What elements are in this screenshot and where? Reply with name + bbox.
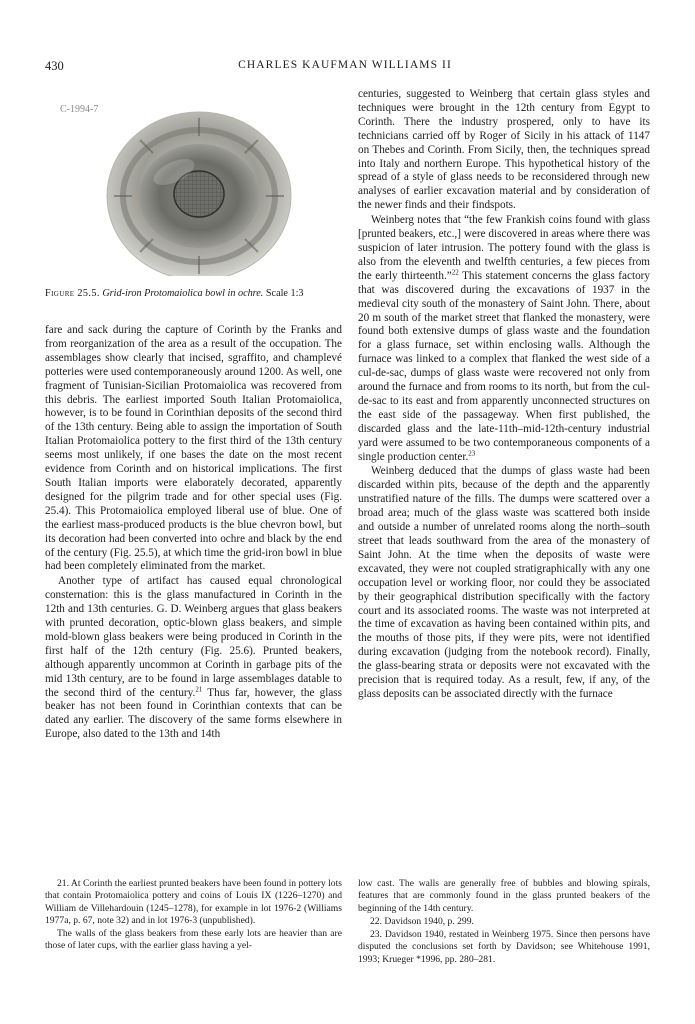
footnote-22: 22. Davidson 1940, p. 299. [370,915,474,927]
footnotes-right [358,878,650,967]
footnote-ref-23[interactable]: 23 [468,448,476,457]
left-paragraph-2 [45,575,342,742]
right-paragraph-3: Weinberg deduced that the dumps of glass waste had been discarded within pits, because of the depth and the apparently unstratified nature of the fills. The dumps were scattered over a broad area; much of the glass waste was scattered both inside and outside a number of unrelated rooms along the north–south street that leads southward from the area of the monastery of Saint John. At the time when the deposits of waste were excavated, they were not coupled stratigraphically with any one occupation level or working floor, nor could they be associated by their geographical distribution specifically with the factory court and its associated rooms. The waste was not interpreted at the time of excavation as having been contained within pits, and the mouths of those pits, if they were pits, were not identified during excavation (judging from the notebook record). Finally, the glass-bearing strata or deposits were not excavated with the precision that is required today. As a result, few, if any, of the glass deposits can be associated directly with the furnace [358,465,650,700]
footnote-21-continued: The walls of the glass beakers from these early lots are heavier than are those of later cups, with the earlier glass having a yel- [45,928,342,952]
figure-bowl-photo [52,96,332,276]
figure-inventory-label: C-1994-7 [60,104,99,115]
footnote-23: 23. Davidson 1940, restated in Weinberg 1975. Since then persons have disputed the conclusions set forth by Davidson; see Whitehouse 1991, 1993; Krueger *1996, pp. 280–281. [358,929,650,965]
footnotes-left [45,878,342,954]
footnote-21-continued-2: low cast. The walls are generally free of bubbles and blowing spirals, features that are commonly found in the glass prunted beakers of the beginning of the 14th century. [358,878,650,914]
figure-caption-title: Grid-iron Protomaiolica bowl in ochre. [102,288,264,299]
figure-caption-label: Figure 25.5. [45,288,100,299]
right-paragraph-2-text-b: This statement concerns the glass factory that was discovered during the excavations of 1937 in the medieval city south of the monastery of Saint John. There, about 20 m south of the market street that flanked the monastery, were found both extensive dumps of glass waste and the foundation for a glass furnace, set within enclosing walls. Although the furnace was linked to a complex that flanked the west side of a cul-de-sac, dumps of glass waste were recovered not only from around the furnace and from rooms to its north, but from the cul-de-sac to its east and from apparently unconnected structures on the east side of the passageway. When first published, the discarded glass and the late-11th–mid-12th-century industrial yard were assumed to be two contemporaneous components of a single production center. [358,269,650,463]
footnote-21: 21. At Corinth the earliest prunted beakers have been found in pottery lots that contain Protomaiolica pottery and coins of Louis IX (1226–1270) and William de Villehardouin (1245–1278), for example in lot 1976-2 (Williams 1977a, p. 67, note 32) and in lot 1976-3 (unpublished). [45,878,342,926]
page-number: 430 [45,59,64,73]
page-header [45,59,645,77]
left-paragraph-2-text-b: Thus far, however, the glass beaker has not been found in Corinthian contexts that can be dated any earlier. The discovery of the same forms elsewhere in Europe, also dated to the 13th and 14th [45,686,342,741]
footnote-ref-21[interactable]: 21 [195,684,203,693]
left-paragraph-2-text-a: Another type of artifact has caused equal chronological consternation: this is the glass manufactured in Corinth in the 12th and 13th centuries. G. D. Weinberg argues that glass beakers with prunted decoration, optic-blown glass beakers, and simple mold-blown glass beakers were being produced in Corinth in the first half of the 12th century (Fig. 25.6). Prunted beakers, although apparently uncommon at Corinth in garbage pits of the mid 13th century, are to be found in large assemblages datable to the second third of the century. [45,575,342,699]
right-paragraph-1: centuries, suggested to Weinberg that certain glass styles and techniques were brought in the 12th century from Egypt to Corinth. There the industry prospered, only to have its technicians carried off by Roger of Sicily in his attack of 1147 on Thebes and Corinth. From Sicily, then, the techniques spread into Italy and northern Europe. This hypothetical history of the spread of a style of glass needs to be reconsidered through new analyses of earlier excavation material and by consideration of the newer finds and their findspots. [358,88,650,212]
left-paragraph-1: fare and sack during the capture of Corinth by the Franks and from reorganization of the area as a result of the occupation. The assemblages show clearly that incised, sgraffito, and champlevé potteries were used contemporaneously around 1200. As well, one fragment of Tunisian-Sicilian Protomaiolica was recovered from this debris. The earliest imported South Italian Protomaiolica, however, is to be found in Corinthian deposits of the second third of the 13th century. Being able to assign the importation of South Italian Protomaiolica pottery to the first third of the 13th century seems most unlikely, if one bases the date on the most recent evidence from Corinth and on historical implications. The first South Italian imports were elaborately decorated, apparently designed for the pilgrim trade and for other special uses (Fig. 25.4). This Protomaiolica employed liberal use of blue. One of the earliest mass-produced products is the blue chevron bowl, but its decoration had been converted into ochre and black by the end of the century (Fig. 25.5), at which time the grid-iron bowl in blue had been completely eliminated from the market. [45,324,343,573]
right-paragraph-2 [358,214,650,464]
figure-caption-scale: Scale 1:3 [265,288,304,299]
right-paragraph-2-text-a: Weinberg notes that “the few Frankish coins found with glass [prunted beakers, etc.,] were discovered in areas where there was suspicion of later intrusion. The pottery found with the glass is also from the eleventh and twelfth centuries, a few pieces from the early thirteenth.” [358,214,650,282]
footnote-ref-22[interactable]: 22 [451,268,459,277]
figure-caption [45,287,342,301]
running-title: CHARLES KAUFMAN WILLIAMS II [238,59,452,71]
left-column [45,324,342,743]
right-column [358,88,650,703]
